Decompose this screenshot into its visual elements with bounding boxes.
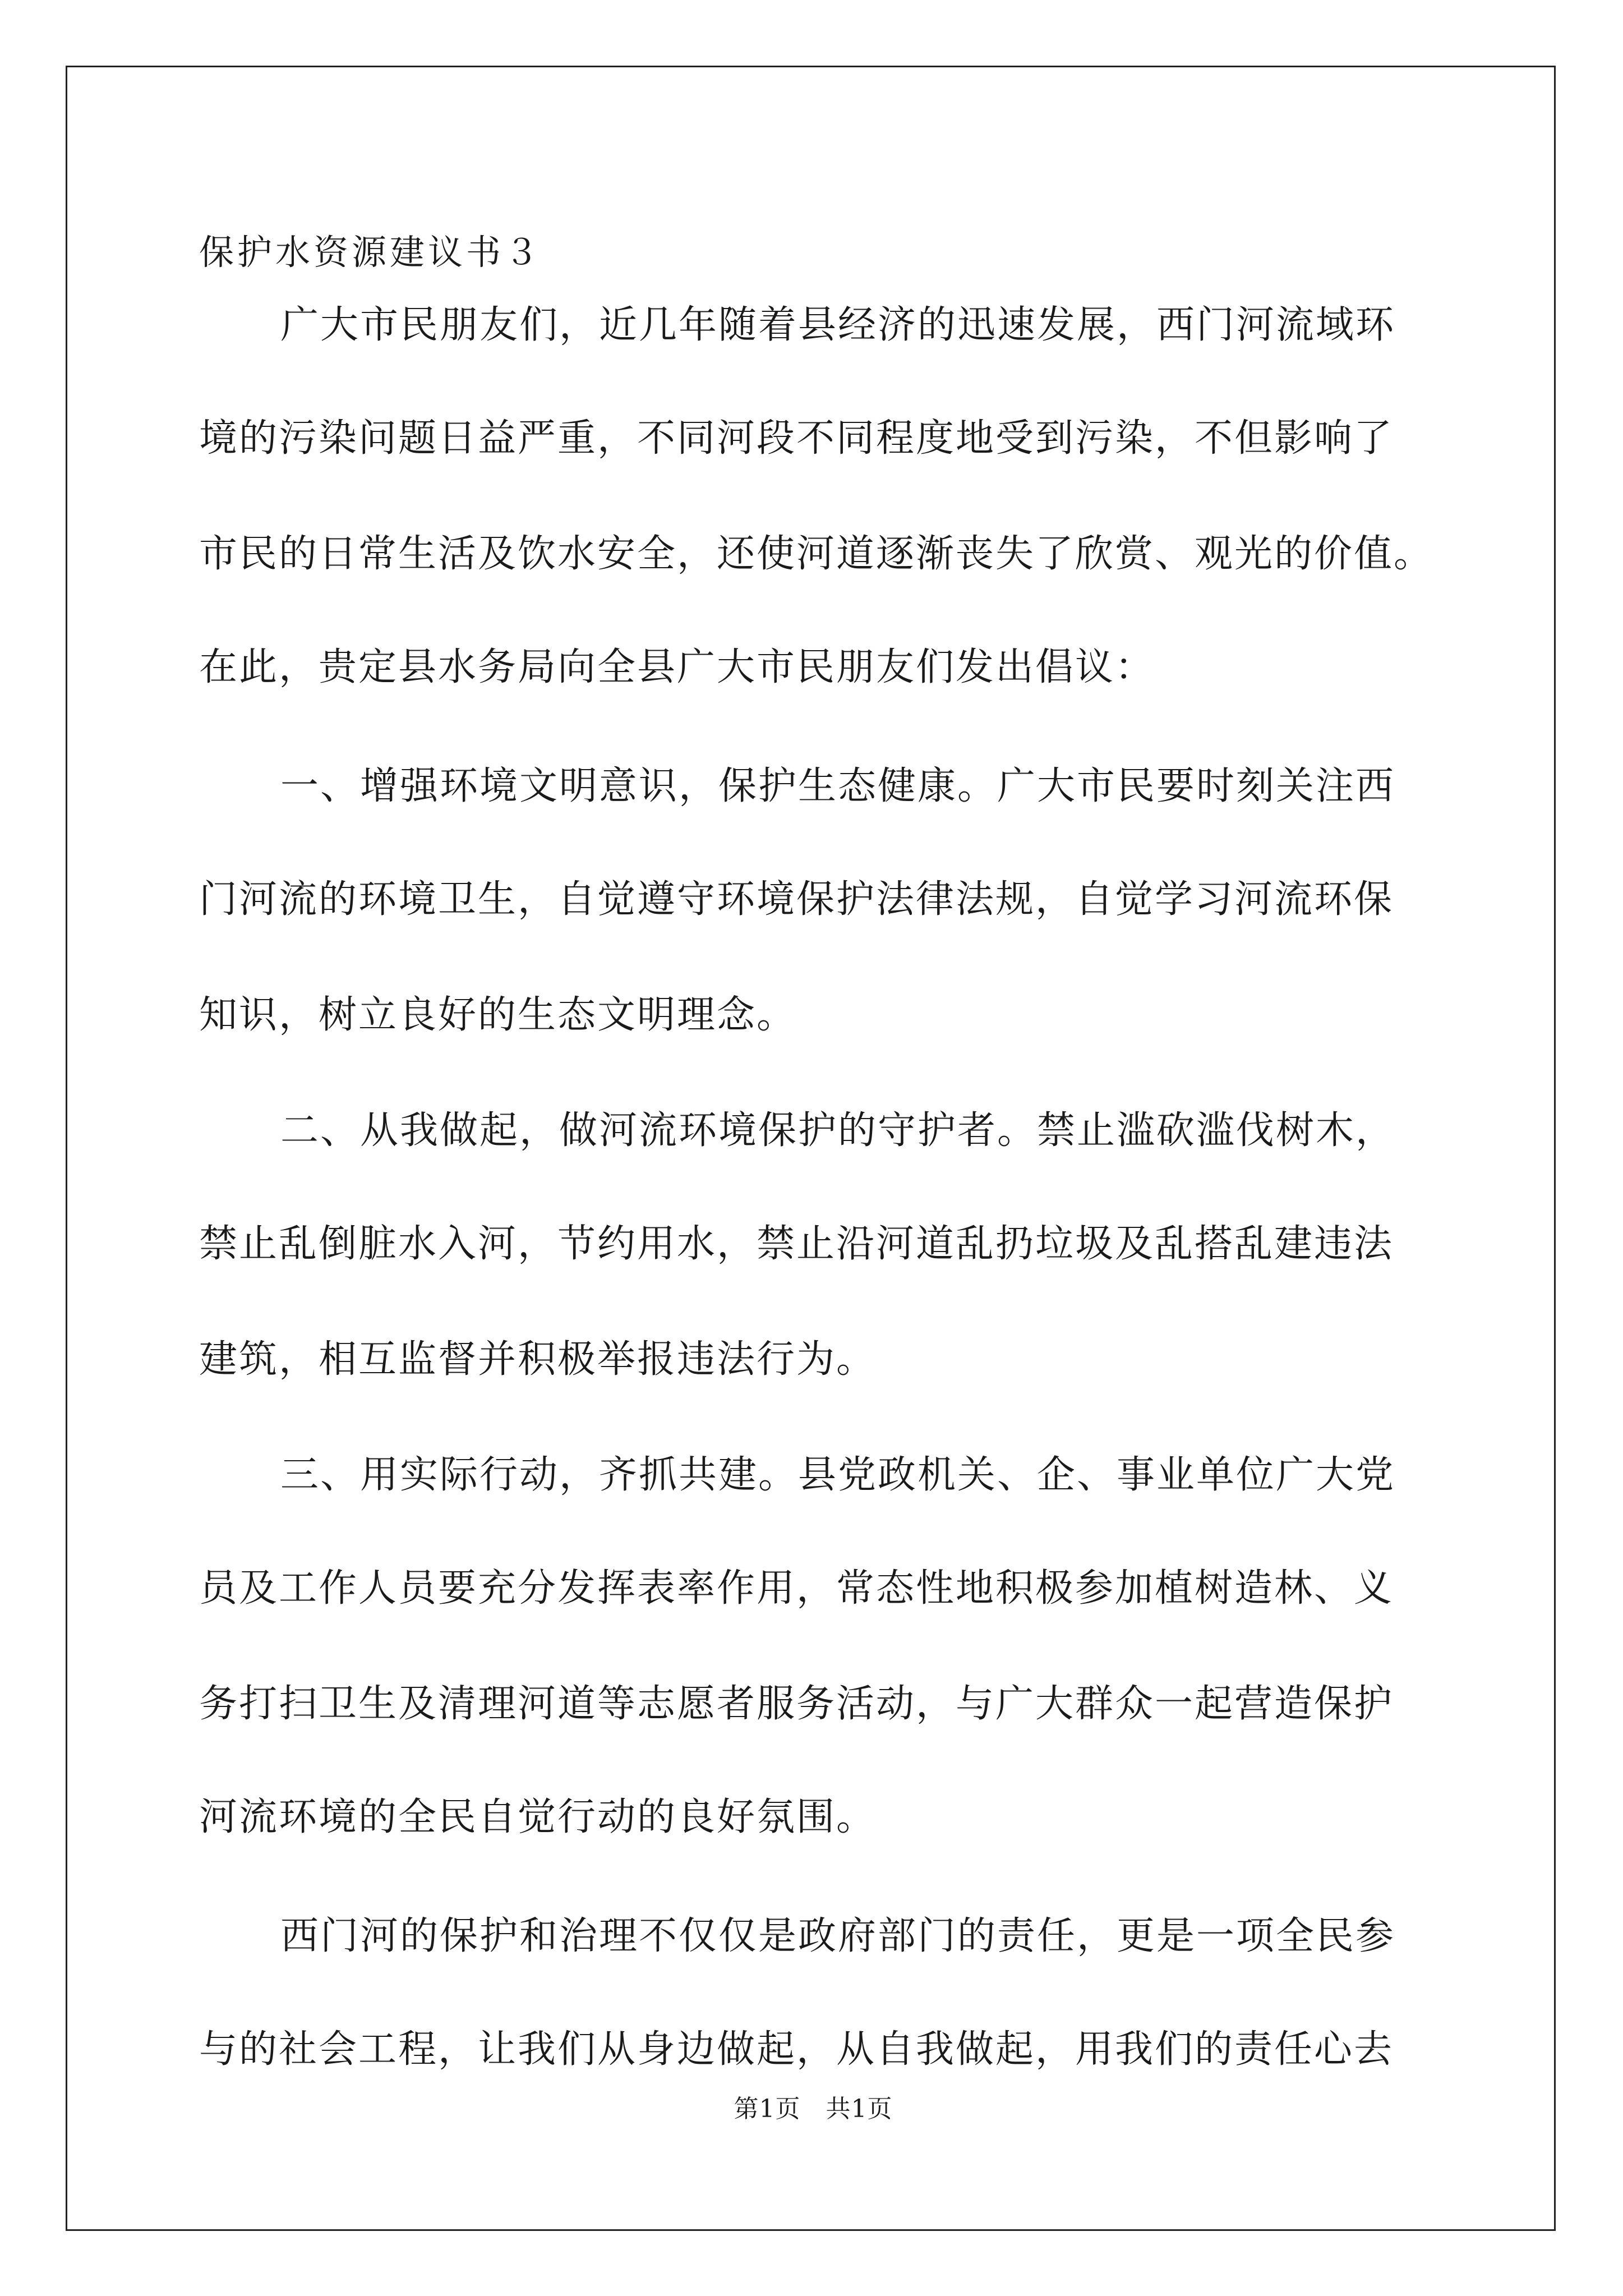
paragraph-line: 员及工作人员要充分发挥表率作用，常态性地积极参加植树造林、义 <box>199 1566 1394 1611</box>
paragraph-line: 一、增强环境文明意识，保护生态健康。广大市民要时刻关注西 <box>280 764 1396 808</box>
document-title: 保护水资源建议书３ <box>199 232 543 273</box>
paragraph-line: 门河流的环境卫生，自觉遵守环境保护法律法规，自觉学习河流环保 <box>199 877 1394 922</box>
paragraph-line: 在此，贵定县水务局向全县广大市民朋友们发出倡议： <box>199 645 1155 689</box>
paragraph-line: 河流环境的全民自觉行动的良好氛围。 <box>199 1795 877 1839</box>
paragraph-line: 务打扫卫生及清理河道等志愿者服务活动，与广大群众一起营造保护 <box>199 1682 1394 1726</box>
paragraph-line: 境的污染问题日益严重，不同河段不同程度地受到污染，不但影响了 <box>199 416 1394 461</box>
paragraph-line: 三、用实际行动，齐抓共建。县党政机关、企、事业单位广大党 <box>280 1453 1396 1497</box>
page-footer: 第1页 共1页 <box>734 2095 893 2123</box>
paragraph-line: 市民的日常生活及饮水安全，还使河道逐渐丧失了欣赏、观光的价值。 <box>199 532 1434 576</box>
paragraph-line: 建筑，相互监督并积极举报违法行为。 <box>199 1337 877 1382</box>
paragraph-line: 禁止乱倒脏水入河，节约用水，禁止沿河道乱扔垃圾及乱搭乱建违法 <box>199 1222 1394 1266</box>
paragraph-line: 广大市民朋友们，近几年随着县经济的迅速发展，西门河流域环 <box>280 303 1396 347</box>
paragraph-line: 二、从我做起，做河流环境保护的守护者。禁止滥砍滥伐树木， <box>280 1108 1396 1153</box>
paragraph-line: 知识，树立良好的生态文明理念。 <box>199 993 797 1037</box>
paragraph-line: 西门河的保护和治理不仅仅是政府部门的责任，更是一项全民参 <box>280 1914 1396 1958</box>
paragraph-line: 与的社会工程，让我们从身边做起，从自我做起，用我们的责任心去 <box>199 2027 1394 2072</box>
